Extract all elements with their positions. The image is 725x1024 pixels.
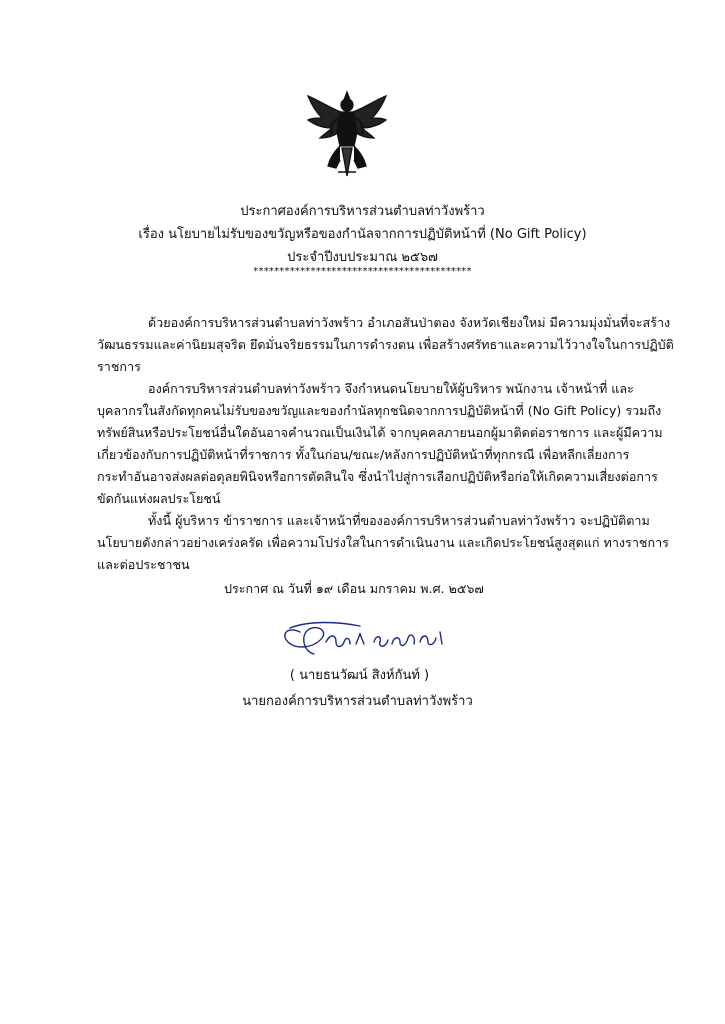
paragraph-3-line-1: ทั้งนี้ ผู้บริหาร ข้าราชการ และเจ้าหน้าที่ขององค์การบริหารส่วนตำบลท่าวังพร้าว จะปฏิบัติตาม: [148, 513, 650, 528]
paragraph-2-line-1: องค์การบริหารส่วนตำบลท่าวังพร้าว จึงกำหนดนโยบายให้ผู้บริหาร พนักงาน เจ้าหน้าที่ และ: [148, 381, 634, 396]
paragraph-2-line-4: เกี่ยวข้องกับการปฏิบัติหน้าที่ราชการ ทั้งในก่อน/ขณะ/หลังการปฏิบัติหน้าที่ทุกกรณี เพื่อหลีกเลี่ยงการ: [97, 447, 630, 462]
paragraph-1-line-3: ราชการ: [97, 359, 141, 374]
fiscal-year-line: ประจำปีงบประมาณ ๒๕๖๗: [287, 250, 438, 265]
announcement-date: ประกาศ ณ วันที่ ๑๙ เดือน มกราคม พ.ศ. ๒๕๖๗: [224, 581, 484, 596]
paragraph-2-line-2: บุคลากรในสังกัดทุกคนไม่รับของขวัญและของกำนัลทุกชนิดจากการปฏิบัติหน้าที่ (No Gift Policy) รวมถึง: [97, 403, 662, 418]
signatory-position: นายกองค์การบริหารส่วนตำบลท่าวังพร้าว: [242, 694, 473, 709]
paragraph-2-line-5: กระทำอันอาจส่งผลต่อดุลยพินิจหรือการตัดสินใจ ซึ่งนำไปสู่การเลือกปฏิบัติหรือก่อให้เกิดความเสี่ยงต่อการ: [97, 469, 658, 484]
paragraph-1-line-2: วัฒนธรรมและค่านิยมสุจริต ยึดมั่นจริยธรรมในการดำรงตน เพื่อสร้างศรัทธาและความไว้วางใจในการปฏิบัติ: [97, 337, 674, 352]
signatory-name: ( นายธนวัฒน์ สิงห์กันท์ ): [289, 668, 430, 683]
separator-line: ******************************************: [253, 266, 472, 277]
paragraph-2-line-6: ขัดกันแห่งผลประโยชน์: [97, 491, 221, 506]
paragraph-2-line-3: ทรัพย์สินหรือประโยชน์อื่นใดอันอาจคำนวณเป็นเงินได้ จากบุคคลภายนอกผู้มาติดต่อราชการ และผู้มีความ: [97, 425, 663, 440]
subject-line: เรื่อง นโยบายไม่รับของขวัญหรือของกำนัลจากการปฏิบัติหน้าที่ (No Gift Policy): [138, 227, 587, 242]
paragraph-3-line-2: นโยบายดังกล่าวอย่างเคร่งครัด เพื่อความโปร่งใสในการดำเนินงาน และเกิดประโยชน์สูงสุดแก่ ทางราชการ: [97, 535, 669, 550]
announcement-title: ประกาศองค์การบริหารส่วนตำบลท่าวังพร้าว: [240, 204, 485, 219]
paragraph-1-line-1: ด้วยองค์การบริหารส่วนตำบลท่าวังพร้าว อำเภอสันป่าตอง จังหวัดเชียงใหม่ มีความมุ่งมั่นที่จะสร้าง: [148, 315, 671, 330]
paragraph-3-line-3: และต่อประชาชน: [97, 557, 190, 572]
handwritten-signature: [270, 612, 460, 662]
garuda-emblem-icon: [302, 88, 392, 180]
